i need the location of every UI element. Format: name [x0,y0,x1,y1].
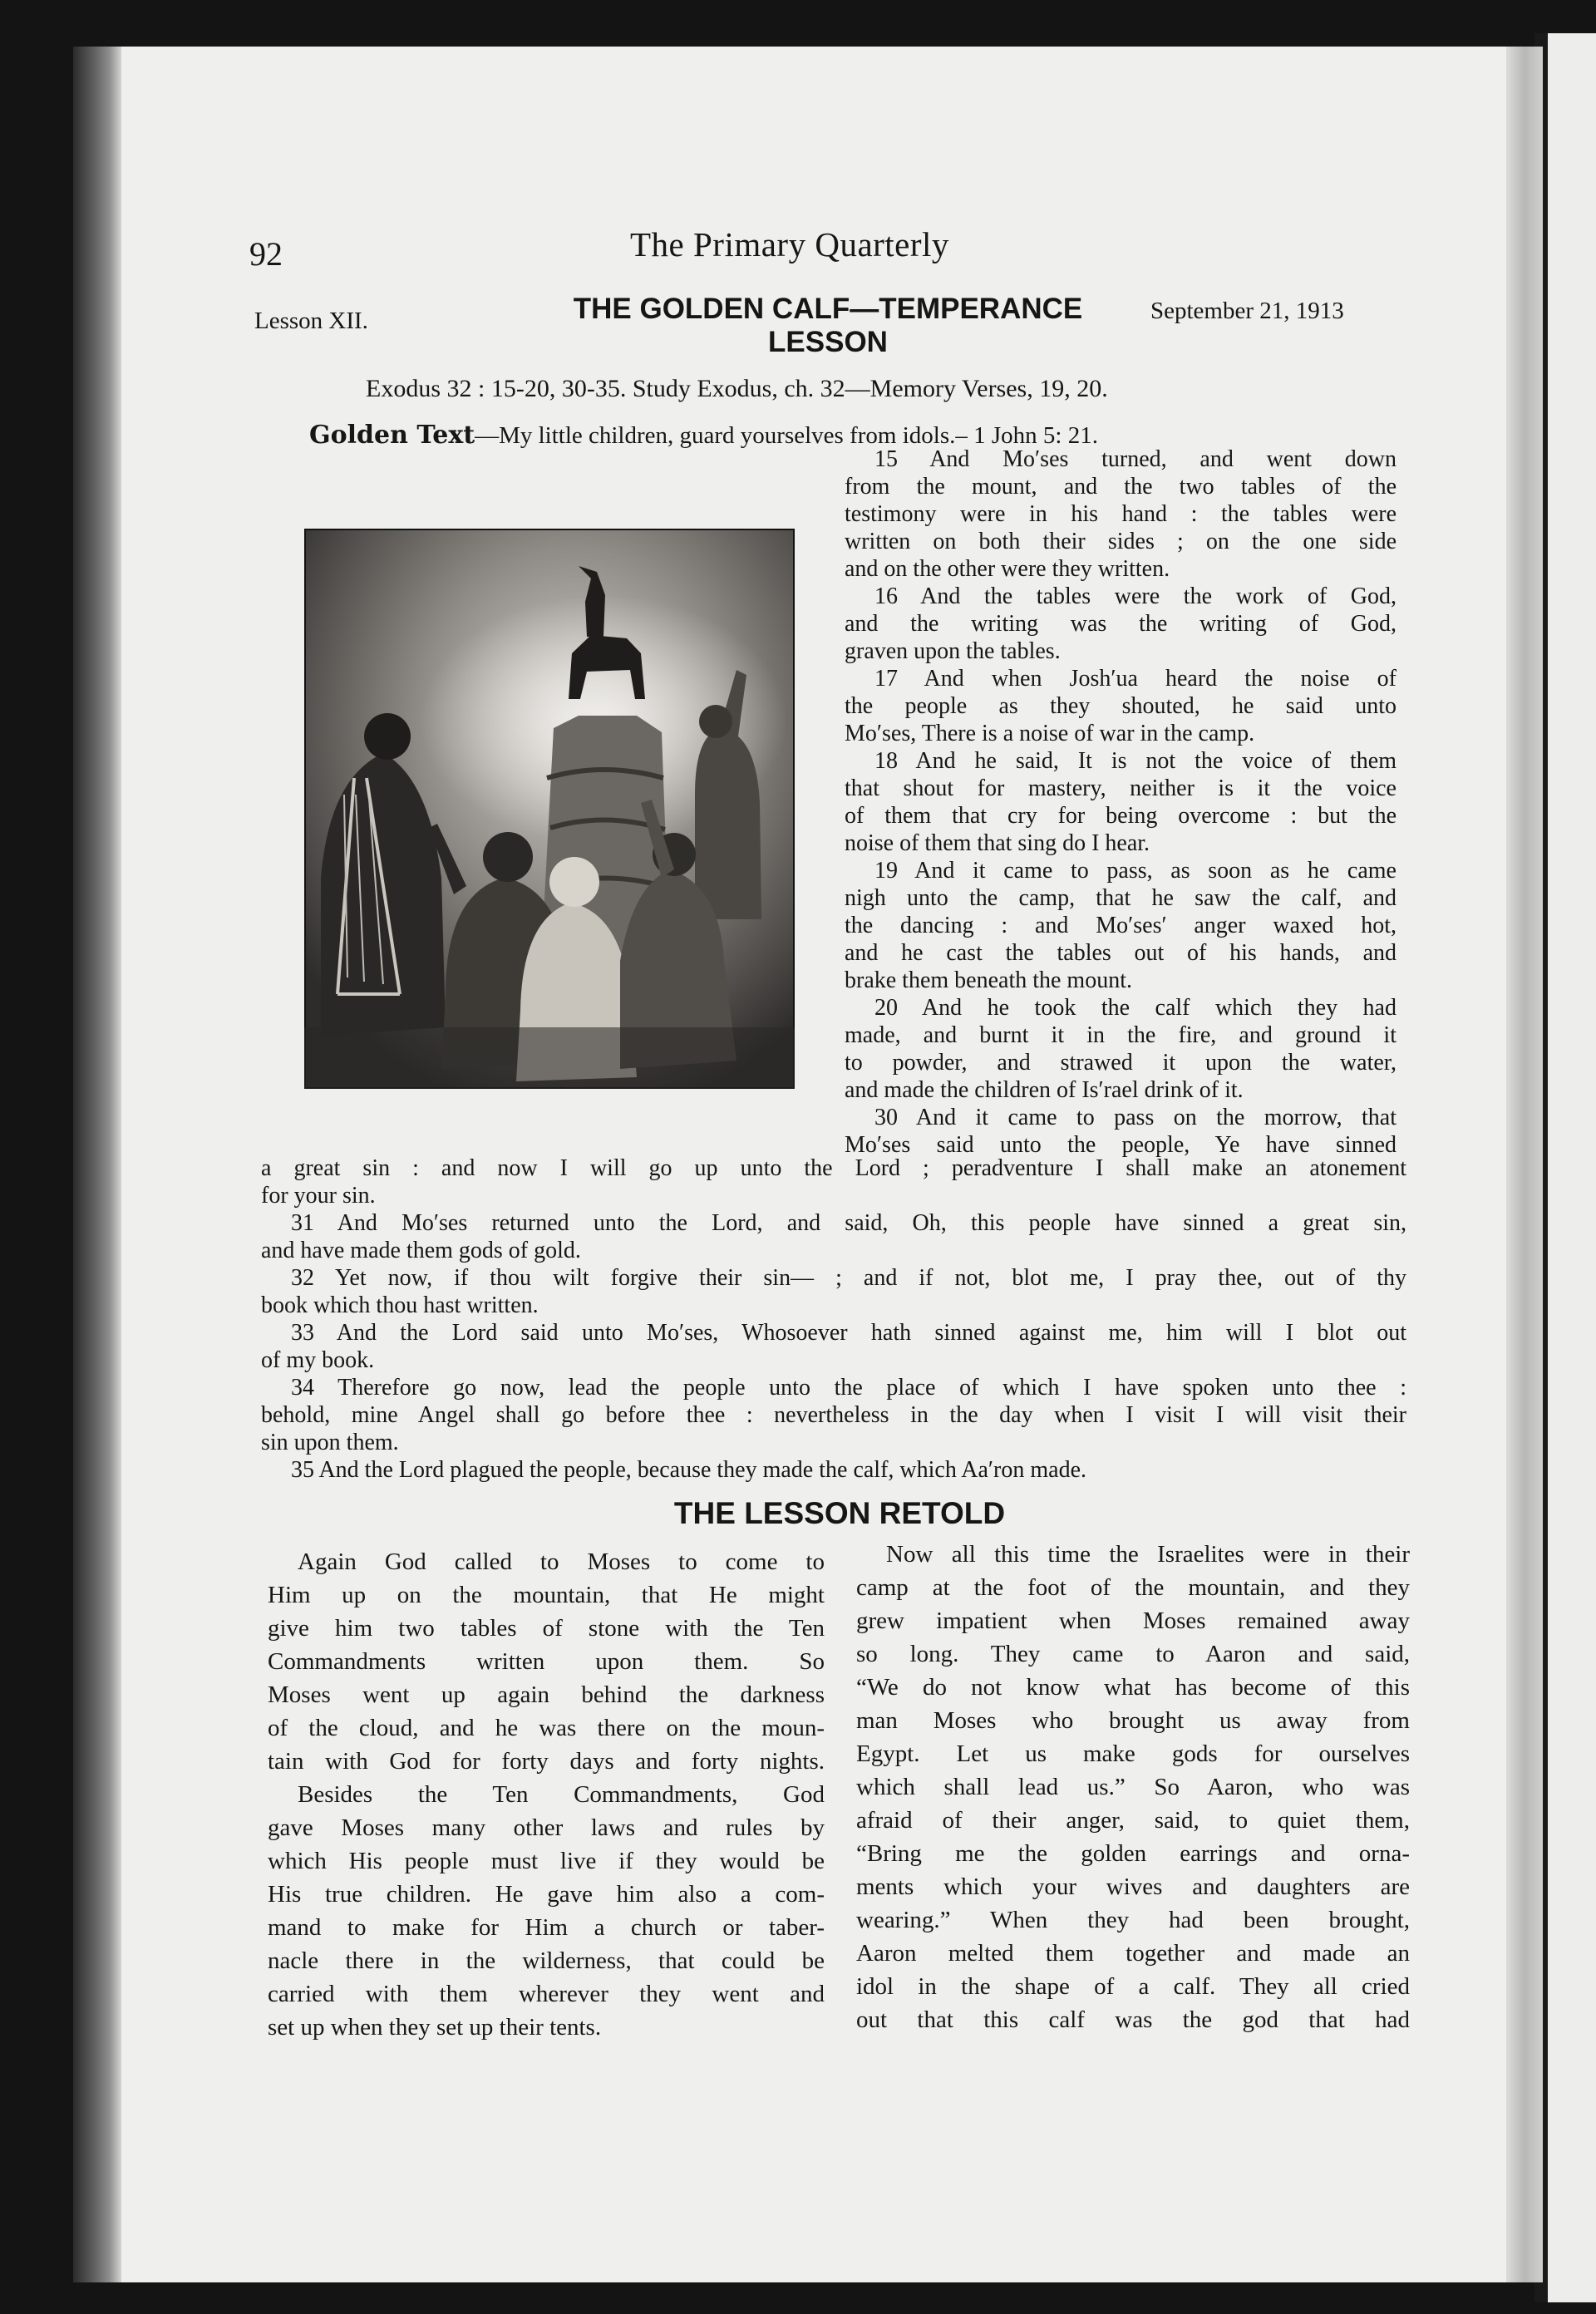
text-line: gave Moses many other laws and rules by [268,1814,825,1841]
text-line: Aaron melted them together and made an [856,1940,1410,1967]
page-right-edge [1506,47,1543,2282]
text-line: which His people must live if they would be [268,1848,825,1874]
lesson-date: September 21, 1913 [1150,298,1344,324]
scripture-column-right [845,446,1396,1159]
text-line: tain with God for forty days and forty nights. [268,1748,825,1775]
text-line: nigh unto the camp, that he saw the calf, and [845,885,1396,911]
page-binding-shadow [73,47,121,2282]
text-line: Besides the Ten Commandments, God [298,1781,825,1808]
lesson-number: Lesson XII. [254,308,368,334]
text-line: carried with them wherever they went and [268,1981,825,2007]
text-line: behold, mine Angel shall go before thee : nevertheless in the day when I visit I will visit their [261,1402,1406,1428]
text-line: “We do not know what has become of this [856,1674,1410,1701]
text-line: of my book. [261,1347,375,1373]
text-line: 32 Yet now, if thou wilt forgive their sin— ; and if not, blot me, I pray thee, out of thy [291,1265,1406,1291]
text-line: 34 Therefore go now, lead the people unto the place of which I have spoken unto thee : [291,1375,1406,1401]
text-line: Him up on the mountain, that He might [268,1582,825,1608]
retold-column-left [268,1545,825,2044]
text-line: mand to make for Him a church or taber- [268,1914,825,1941]
text-line: 31 And Mo′ses returned unto the Lord, and said, Oh, this people have sinned a great sin, [291,1210,1406,1236]
text-line: 19 And it came to pass, as soon as he came [874,858,1396,884]
text-line: which shall lead us.” So Aaron, who was [856,1774,1410,1800]
text-line: Mo′ses, There is a noise of war in the camp. [845,721,1255,746]
lesson-title-line: THE GOLDEN CALF—TEMPERANCE [573,293,1083,325]
text-line: and the writing was the writing of God, [845,611,1396,637]
lesson-title-line: LESSON [768,326,888,358]
lesson-title [529,293,1127,359]
text-line: 35 And the Lord plagued the people, because they made the calf, which Aa′ron made. [291,1457,1087,1483]
text-line: of them that cry for being overcome : but the [845,803,1396,829]
golden-text-body: —My little children, guard yourselves from idols.– 1 John 5: 21. [475,422,1098,449]
text-line: from the mount, and the two tables of the [845,474,1396,500]
text-line: graven upon the tables. [845,638,1061,664]
lesson-retold-heading: THE LESSON RETOLD [673,1496,1006,1530]
text-line: 20 And he took the calf which they had [874,995,1396,1021]
text-line: for your sin. [261,1183,376,1209]
text-line: and he cast the tables out of his hands, and [845,940,1396,966]
text-line: wearing.” When they had been brought, [856,1907,1410,1933]
text-line: that shout for mastery, neither is it the voice [845,775,1396,801]
text-line: afraid of their anger, said, to quiet them, [856,1807,1410,1834]
text-line: the dancing : and Mo′ses′ anger waxed hot, [845,913,1396,938]
retold-column-right [856,1538,1410,2036]
text-line: His true children. He gave him also a com- [268,1881,825,1908]
text-line: 33 And the Lord said unto Mo′ses, Whosoever hath sinned against me, him will I blot out [291,1320,1406,1346]
text-line: Again God called to Moses to come to [298,1548,825,1575]
text-line: Now all this time the Israelites were in their [886,1541,1410,1568]
text-line: 16 And the tables were the work of God, [874,583,1396,609]
text-line: brake them beneath the mount. [845,967,1132,993]
text-line: Commandments written upon them. So [268,1648,825,1675]
golden-calf-illustration [304,529,795,1089]
page-number: 92 [249,235,283,273]
text-line: 30 And it came to pass on the morrow, that [874,1105,1396,1130]
text-line: 17 And when Josh′ua heard the noise of [874,666,1396,692]
scripture-full-width [261,1155,1406,1484]
text-line: noise of them that sing do I hear. [845,830,1150,856]
text-line: made, and burnt it in the fire, and ground it [845,1022,1396,1048]
text-line: the people as they shouted, he said unto [845,693,1396,719]
text-line: ments which your wives and daughters are [856,1873,1410,1900]
text-line: so long. They came to Aaron and said, [856,1641,1410,1667]
text-line: nacle there in the wilderness, that could be [268,1947,825,1974]
text-line: testimony were in his hand : the tables were [845,501,1396,527]
text-line: 15 And Mo′ses turned, and went down [874,446,1396,472]
text-line: Moses went up again behind the darkness [268,1681,825,1708]
text-line: and on the other were they written. [845,556,1170,582]
text-line: grew impatient when Moses remained away [856,1607,1410,1634]
text-line: out that this calf was the god that had [856,2006,1410,2033]
text-line: camp at the foot of the mountain, and they [856,1574,1410,1601]
text-line: and made the children of Is′rael drink of it. [845,1077,1244,1103]
text-line: a great sin : and now I will go up unto the Lord ; peradventure I shall make an atonement [261,1155,1406,1181]
text-line: “Bring me the golden earrings and orna- [856,1840,1410,1867]
golden-text-label: Golden Text [309,421,475,450]
facing-page-edge [1548,33,1596,2302]
text-line: to powder, and strawed it upon the water, [845,1050,1396,1076]
text-line: man Moses who brought us away from [856,1707,1410,1734]
text-line: give him two tables of stone with the Ten [268,1615,825,1642]
text-line: set up when they set up their tents. [268,2014,602,2041]
text-line: sin upon them. [261,1430,399,1455]
running-title: The Primary Quarterly [630,225,949,263]
text-line: book which thou hast written. [261,1292,539,1318]
text-line: Mo′ses said unto the people, Ye have sinned [845,1132,1396,1158]
text-line: Egypt. Let us make gods for ourselves [856,1740,1410,1767]
text-line: of the cloud, and he was there on the moun- [268,1715,825,1741]
text-line: 18 And he said, It is not the voice of them [874,748,1396,774]
text-line: idol in the shape of a calf. They all cried [856,1973,1410,2000]
text-line: written on both their sides ; on the one side [845,529,1396,554]
scripture-reference: Exodus 32 : 15-20, 30-35. Study Exodus, ch. 32—Memory Verses, 19, 20. [366,375,1108,402]
text-line: and have made them gods of gold. [261,1238,581,1263]
